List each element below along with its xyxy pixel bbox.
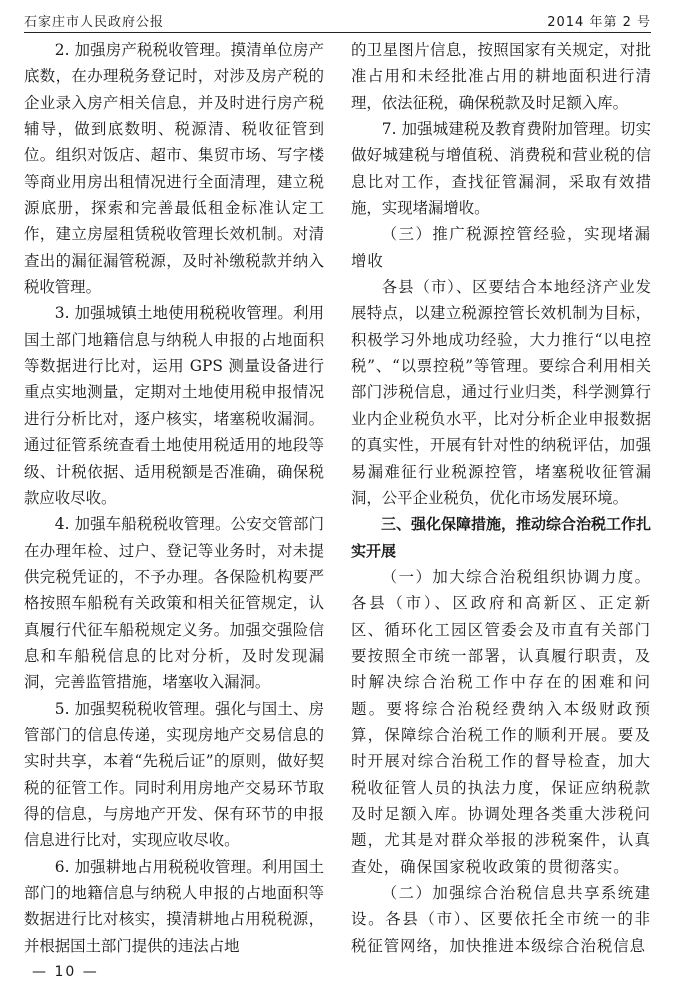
paragraph-construction-tax: 7. 加强城建税及教育费附加管理。切实做好城建税与增值税、消费税和营业税的信息比对工作，查找征管漏洞，采取有效措施，实现堵漏增收。 [351, 120, 651, 218]
paragraph-farmland-tax: 6. 加强耕地占用税税收管理。利用国土部门的地籍信息与纳税人申报的占地面积等数据进行比对核实，摸清耕地占用税税源，并根据国土部门提供的违法占地 [24, 857, 324, 955]
paragraph-tax-source-control: 各县（市）、区要结合本地经济产业发展特点，以建立税源控管长效机制为目标，积极学习外地成功经验，大力推行“以电控税”、“以票控税”等管理。要综合利用相关部门涉税信息，通过行业归类，科学测算行业内企业税负水平，比对分析企业申报数据的真实性，开展有针对性的纳税评估，加强易漏难征行业税源控管，堵塞税收征管漏洞，公平企业税负，优化市场发展环境。 [351, 278, 651, 507]
right-column [351, 37, 651, 959]
paragraph-deed-tax: 5. 加强契税税收管理。强化与国土、房管部门的信息传递，实现房地产交易信息的实时共享，本着“先税后证”的原则，做好契税的征管工作。同时利用房地产交易环节取得的信息，与房地产开发、保有环节的申报信息进行比对，实现应收尽收。 [24, 699, 324, 850]
section-heading-safeguards: 三、强化保障措施，推动综合治税工作扎实开展 [351, 515, 652, 560]
paragraph-vehicle-tax: 4. 加强车船税税收管理。公安交管部门在办理年检、过户、登记等业务时，对未提供完税凭证的，不予办理。各保险机构要严格按照车船税有关政策和相关征管规定，认真履行代征车船税规定义务。加强交强险信息和车船税信息的比对分析，及时发现漏洞，完善监管措施，堵塞收入漏洞。 [24, 515, 324, 692]
page-number: — 10 — [32, 964, 99, 980]
page-header [24, 8, 651, 33]
paragraph-land-use-tax: 3. 加强城镇土地使用税税收管理。利用国土部门地籍信息与纳税人申报的占地面积等数据进行比对，运用 GPS 测量设备进行重点实地测量，定期对土地使用税申报情况进行分析比对，逐户核实，堵塞税收漏洞。通过征管系统查看土地使用税适用的地段等级、计税依据、适用税额是否准确，确保税款应收尽收。 [24, 304, 324, 507]
subheading-promote-experience: （三）推广税源控管经验，实现堵漏增收 [351, 225, 651, 270]
paragraph-continuation: 的卫星图片信息，按照国家有关规定，对批准占用和未经批准占用的耕地面积进行清理，依法征税，确保税款及时足额入库。 [351, 41, 651, 112]
paragraph-info-sharing: （二）加强综合治税信息共享系统建设。各县（市）、区要依托全市统一的非税征管网络，加快推进本级综合治税信息 [351, 884, 651, 955]
paragraph-coordination: （一）加大综合治税组织协调力度。各县（市）、区政府和高新区、正定新区、循环化工园区管委会及市直有关部门要按照全市统一部署，认真履行职责，及时解决综合治税工作中存在的困难和问题。要将综合治税经费纳入本级财政预算，保障综合治税工作的顺利开展。要及时开展对综合治税工作的督导检查，加大税收征管人员的执法力度，保证应纳税款及时足额入库。协调处理各类重大涉税问题，尤其是对群众举报的涉税案件，认真查处，确保国家税收政策的贯彻落实。 [351, 567, 651, 876]
issue-number: 2014 年第 2 号 [547, 14, 651, 30]
paragraph-house-tax: 2. 加强房产税税收管理。摸清单位房产底数，在办理税务登记时，对涉及房产税的企业录入房产相关信息，并及时进行房产税辅导，做到底数明、税源清、税收征管到位。组织对饭店、超市、集贸市场、写字楼等商业用房出租情况进行全面清理，建立税源底册，探索和完善最低租金标准认定工作，建立房屋租赁税收管理长效机制。对清查出的漏征漏管税源，及时补缴税款并纳入税收管理。 [24, 41, 324, 297]
left-column [24, 37, 324, 959]
publication-title: 石家庄市人民政府公报 [24, 14, 165, 30]
